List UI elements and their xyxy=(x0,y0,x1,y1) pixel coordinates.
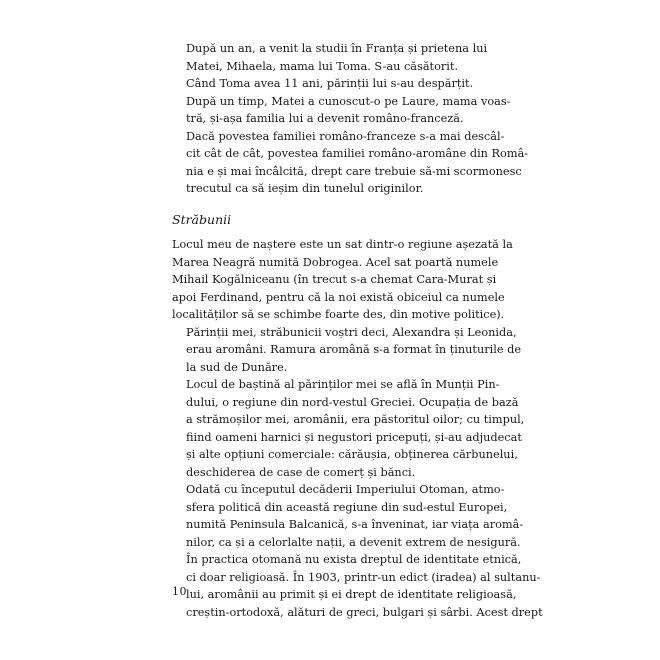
text-line: a strămoșilor mei, aromânii, era păstoritul oilor; cu timpul, xyxy=(186,413,525,426)
text-line: erau aromâni. Ramura aromână s-a format în ținuturile de xyxy=(186,343,522,356)
text-line: Părinții mei, străbunicii voștri deci, Alexandra și Leonida, xyxy=(186,325,517,339)
text-line: creștin-ortodoxă, alături de greci, bulgari și sârbi. Acest drept xyxy=(186,605,543,619)
text-line: tră, și-așa familia lui a devenit româno-franceză. xyxy=(186,112,464,125)
paragraph xyxy=(172,128,529,198)
paragraph xyxy=(172,324,522,377)
text-line: Matei, Mihaela, mama lui Toma. S-au căsătorit. xyxy=(186,59,459,73)
text-line: Odată cu începutul decăderii Imperiului Otoman, atmo- xyxy=(186,483,505,496)
text-line: localităților să se schimbe foarte des, din motive politice). xyxy=(172,308,505,321)
text-line: apoi Ferdinand, pentru că la noi există obiceiul ca numele xyxy=(172,290,505,304)
text-line: ci doar religioasă. În 1903, printr-un edict (iradea) al sultanu- xyxy=(186,570,541,584)
body-text-bottom xyxy=(172,236,543,621)
page-number: 10 xyxy=(172,585,187,598)
text-line: deschiderea de case de comerț și bănci. xyxy=(186,465,416,479)
text-line: Când Toma avea 11 ani, părinții lui s-au despărțit. xyxy=(186,77,474,90)
paragraph xyxy=(172,40,488,75)
text-line: cit cât de cât, povestea familiei româno-aromâne din Româ- xyxy=(186,147,529,160)
paragraph xyxy=(172,236,513,324)
text-line: Locul de baștină al părinților mei se află în Munții Pin- xyxy=(186,378,500,391)
paragraph xyxy=(172,376,525,481)
text-line: trecutul ca să ieșim din tunelul originilor. xyxy=(186,182,424,195)
text-line: nilor, ca și a celorlalte nații, a devenit extrem de nesigură. xyxy=(186,535,521,549)
text-line: Locul meu de naștere este un sat dintr-o regiune așezată la xyxy=(172,238,513,251)
text-line: După un an, a venit la studii în Franța și prietena lui xyxy=(186,42,488,55)
section-title: Străbunii xyxy=(172,212,232,227)
text-line: sfera politică din această regiune din sud-estul Europei, xyxy=(186,500,508,514)
paragraph xyxy=(172,481,524,551)
text-line: numită Peninsula Balcanică, s-a înveninat, iar viața aromâ- xyxy=(186,518,524,531)
text-line: și alte opțiuni comerciale: cărăușia, obținerea cărbunelui, xyxy=(186,448,518,461)
paragraph xyxy=(172,551,543,621)
text-line: Mihail Kogălniceanu (în trecut s-a chemat Cara-Murat și xyxy=(172,273,497,286)
text-line: În practica otomană nu exista dreptul de identitate etnică, xyxy=(186,553,522,566)
body-text-top xyxy=(172,40,529,198)
text-line: la sud de Dunăre. xyxy=(186,360,288,374)
text-line: dului, o regiune din nord-vestul Greciei. Ocupația de bază xyxy=(186,395,519,409)
text-line: Marea Neagră numită Dobrogea. Acel sat poartă numele xyxy=(172,255,499,269)
paragraph xyxy=(172,75,484,93)
text-line: nia e și mai încâlcită, drept care trebuie să-mi scormonesc xyxy=(186,164,522,178)
paragraph xyxy=(172,93,511,128)
text-line: lui, aromânii au primit și ei drept de identitate religioasă, xyxy=(186,588,517,601)
text-line: fiind oameni harnici și negustori pricepuți, și-au adjudecat xyxy=(186,430,522,444)
text-line: Dacă povestea familiei româno-franceze s-a mai descâl- xyxy=(186,129,505,143)
text-line: După un timp, Matei a cunoscut-o pe Laure, mama voas- xyxy=(186,94,511,108)
